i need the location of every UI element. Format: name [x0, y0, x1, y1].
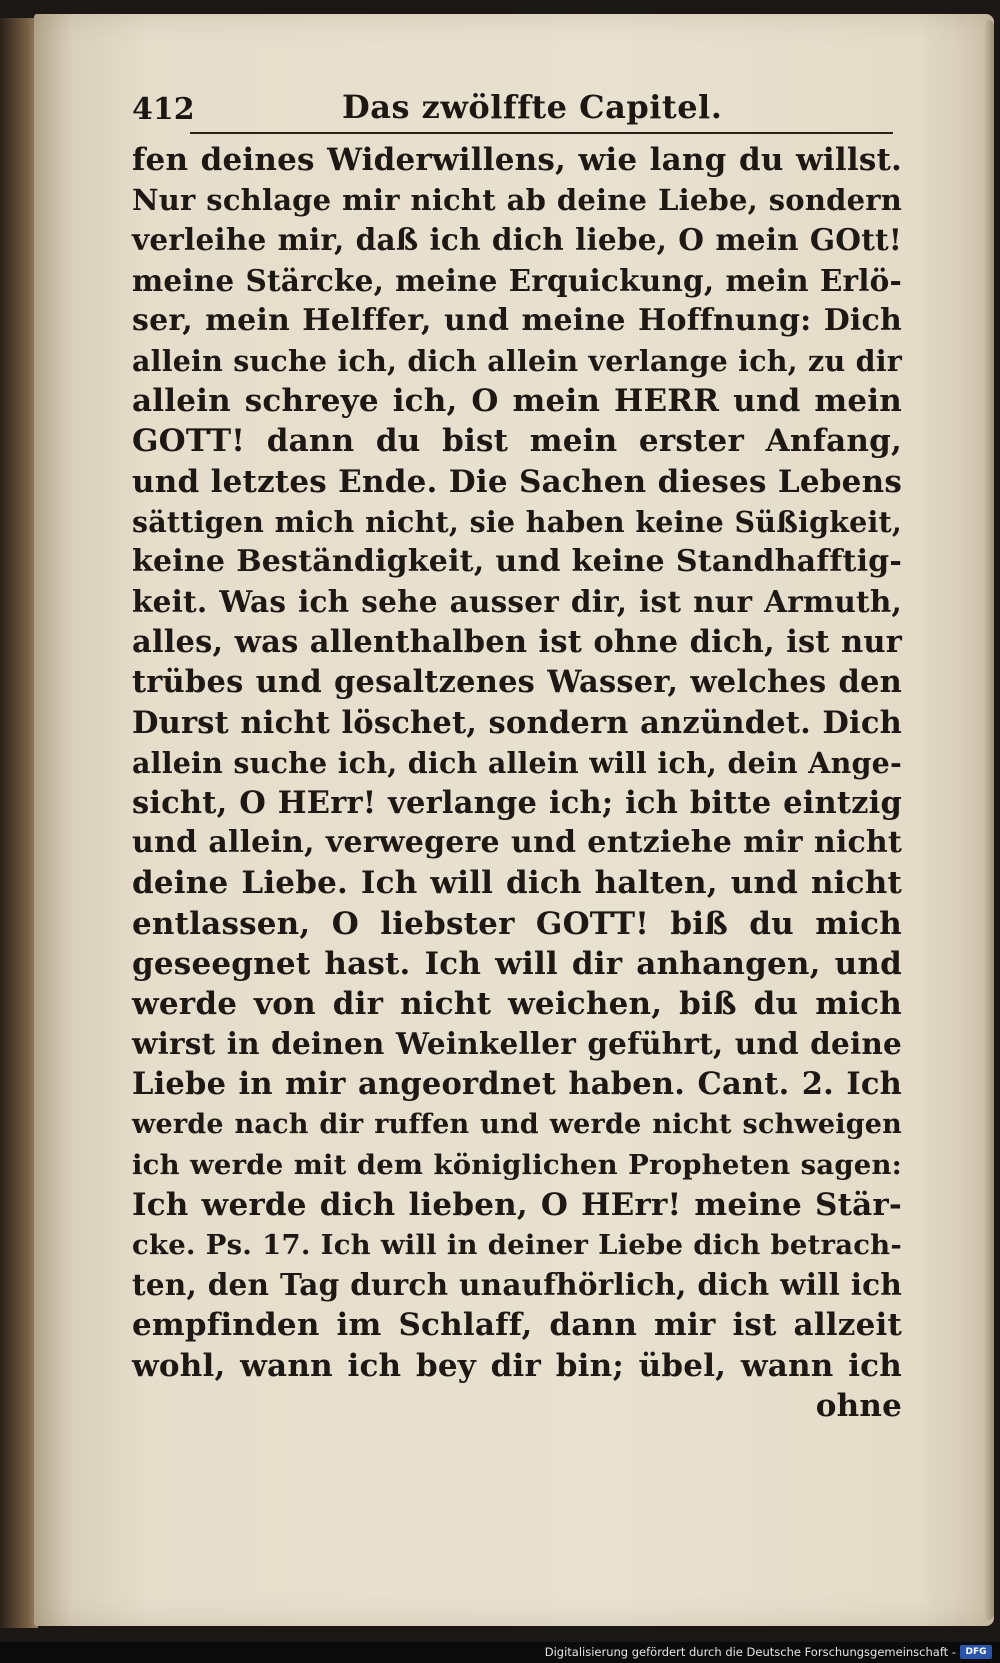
text-line: trübes und gesaltzenes Wasser, welches den	[132, 664, 902, 701]
text-line: ohne	[815, 1387, 902, 1424]
text-line: entlassen, O liebster GOTT! biß du mich	[132, 905, 902, 942]
text-line: sicht, O HErr! verlange ich; ich bitte eintzig	[132, 785, 902, 821]
text-line: fen deines Widerwillens, wie lang du willst.	[132, 142, 902, 178]
text-line: Ich werde dich lieben, O HErr! meine Stär-	[132, 1186, 902, 1223]
page-number: 412	[132, 92, 195, 127]
text-line: Durst nicht löschet, sondern anzündet. Dich	[132, 704, 902, 741]
text-line: werde von dir nicht weichen, biß du mich	[132, 985, 902, 1022]
text-line: werde nach dir ruffen und werde nicht schweigen	[132, 1108, 902, 1140]
book-binding	[0, 18, 38, 1628]
text-line: keine Beständigkeit, und keine Standhafftig-	[132, 543, 902, 579]
page-header	[132, 88, 892, 132]
text-line: allein suche ich, dich allein will ich, dein Ange-	[132, 745, 902, 780]
dfg-logo-icon: DFG	[960, 1645, 992, 1659]
funding-credit: Digitalisierung gefördert durch die Deutsche Forschungsgemeinschaft -	[544, 1645, 956, 1659]
text-line: sättigen mich nicht, sie haben keine Süßigkeit,	[132, 504, 902, 539]
digitization-footer	[0, 1642, 1000, 1663]
text-line: ser, mein Helffer, und meine Hoffnung: Dich	[132, 302, 902, 338]
text-line: verleihe mir, daß ich dich liebe, O mein GOtt!	[132, 222, 902, 258]
text-line: allein schreye ich, O mein HERR und mein	[132, 383, 902, 420]
text-line: GOTT! dann du bist mein erster Anfang,	[132, 423, 902, 460]
text-line: und letztes Ende. Die Sachen dieses Lebens	[132, 463, 902, 500]
text-line: empfinden im Schlaff, dann mir ist allzeit	[132, 1307, 902, 1344]
text-line: und allein, verwegere und entziehe mir nicht	[132, 825, 902, 861]
text-line: deine Liebe. Ich will dich halten, und nicht	[132, 865, 902, 902]
text-line: ich werde mit dem königlichen Propheten sagen:	[132, 1148, 902, 1181]
running-head: Das zwölffte Capitel.	[342, 88, 723, 126]
text-line: wirst in deinen Weinkeller geführt, und deine	[132, 1026, 902, 1062]
text-line: allein suche ich, dich allein verlange ich, zu dir	[132, 343, 902, 378]
text-line: Liebe in mir angeordnet haben. Cant. 2. Ich	[132, 1066, 902, 1103]
page-edge	[984, 20, 994, 1620]
text-line: geseegnet hast. Ich will dir anhangen, und	[132, 945, 902, 982]
text-line: wohl, wann ich bey dir bin; übel, wann ich	[132, 1347, 902, 1384]
text-line: alles, was allenthalben ist ohne dich, ist nur	[132, 624, 902, 661]
header-rule	[190, 132, 893, 134]
text-line: cke. Ps. 17. Ich will in deiner Liebe dich betrach-	[132, 1229, 902, 1262]
text-line: Nur schlage mir nicht ab deine Liebe, sondern	[132, 183, 902, 218]
text-line: ten, den Tag durch unaufhörlich, dich will ich	[132, 1267, 902, 1303]
text-line: meine Stärcke, meine Erquickung, mein Erlö-	[132, 262, 902, 298]
text-line: keit. Was ich sehe ausser dir, ist nur Armuth,	[132, 584, 902, 620]
body-text	[132, 140, 902, 1426]
